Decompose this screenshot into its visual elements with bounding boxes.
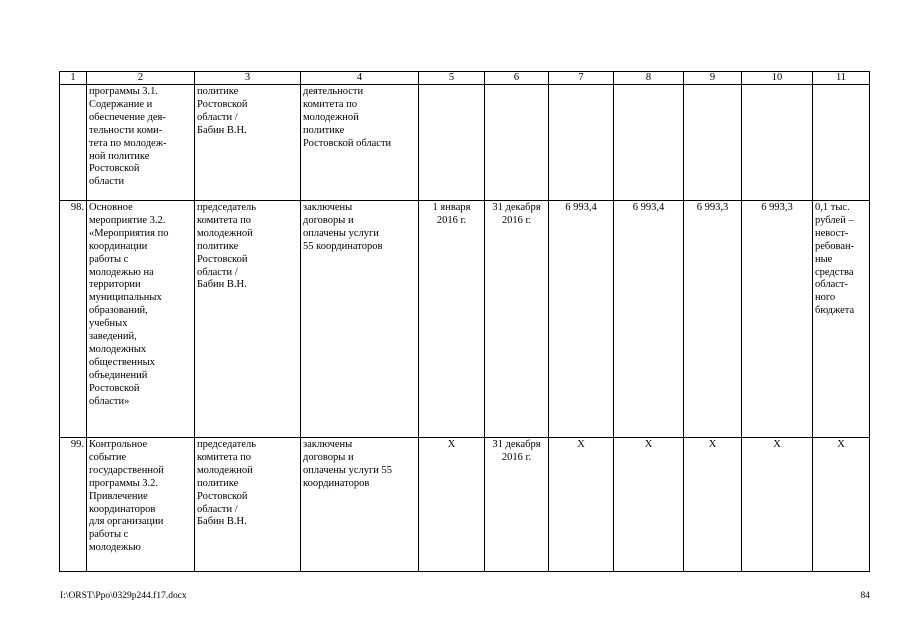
col11-note: 0,1 тыс. рублей – невост- ребован- ные средства област- ного бюджета — [813, 201, 870, 438]
start-date: 1 января 2016 г. — [419, 201, 485, 438]
activity-name: программы 3.1. Содержание и обеспечение дея- тельности коми- тета по молодеж- ной политике Ростовской области — [87, 85, 195, 201]
col8-value — [614, 85, 684, 201]
table-row — [60, 201, 870, 438]
col10-value: Х — [742, 438, 813, 572]
table-row — [60, 85, 870, 201]
header-cell: 4 — [301, 72, 419, 85]
col7-value: 6 993,4 — [549, 201, 614, 438]
end-date — [485, 85, 549, 201]
header-cell: 5 — [419, 72, 485, 85]
end-date: 31 декабря 2016 г. — [485, 438, 549, 572]
col8-value: 6 993,4 — [614, 201, 684, 438]
expected-result: заключены договоры и оплачены услуги 55 координаторов — [301, 438, 419, 572]
header-cell: 8 — [614, 72, 684, 85]
responsible-person: политике Ростовской области / Бабин В.Н. — [195, 85, 301, 201]
header-cell: 7 — [549, 72, 614, 85]
header-cell: 10 — [742, 72, 813, 85]
expected-result: заключены договоры и оплачены услуги 55 координаторов — [301, 201, 419, 438]
start-date: Х — [419, 438, 485, 572]
header-cell: 2 — [87, 72, 195, 85]
file-path: I:\ORST\Ppo\0329p244.f17.docx — [60, 591, 187, 601]
col9-value: 6 993,3 — [684, 201, 742, 438]
header-cell: 6 — [485, 72, 549, 85]
row-number: 99. — [60, 438, 87, 572]
col11-note: Х — [813, 438, 870, 572]
col9-value — [684, 85, 742, 201]
start-date — [419, 85, 485, 201]
col8-value: Х — [614, 438, 684, 572]
row-number: 98. — [60, 201, 87, 438]
col10-value: 6 993,3 — [742, 201, 813, 438]
schedule-table — [59, 71, 870, 572]
header-row — [60, 72, 870, 85]
responsible-person: председатель комитета по молодежной политике Ростовской области / Бабин В.Н. — [195, 201, 301, 438]
col9-value: Х — [684, 438, 742, 572]
activity-name: Контрольное событие государственной программы 3.2. Привлечение координаторов для организации работы с молодежью — [87, 438, 195, 572]
col7-value — [549, 85, 614, 201]
expected-result: деятельности комитета по молодежной политике Ростовской области — [301, 85, 419, 201]
col7-value: Х — [549, 438, 614, 572]
header-cell: 3 — [195, 72, 301, 85]
end-date: 31 декабря 2016 г. — [485, 201, 549, 438]
row-number — [60, 85, 87, 201]
header-cell: 11 — [813, 72, 870, 85]
header-cell: 9 — [684, 72, 742, 85]
col11-note — [813, 85, 870, 201]
activity-name: Основное мероприятие 3.2. «Мероприятия по координации работы с молодежью на территории муниципальных образований, учебных заведений, молодежных общественных объединений Ростовской области» — [87, 201, 195, 438]
header-cell: 1 — [60, 72, 87, 85]
responsible-person: председатель комитета по молодежной политике Ростовской области / Бабин В.Н. — [195, 438, 301, 572]
col10-value — [742, 85, 813, 201]
table-row — [60, 438, 870, 572]
page-number: 84 — [860, 591, 870, 601]
